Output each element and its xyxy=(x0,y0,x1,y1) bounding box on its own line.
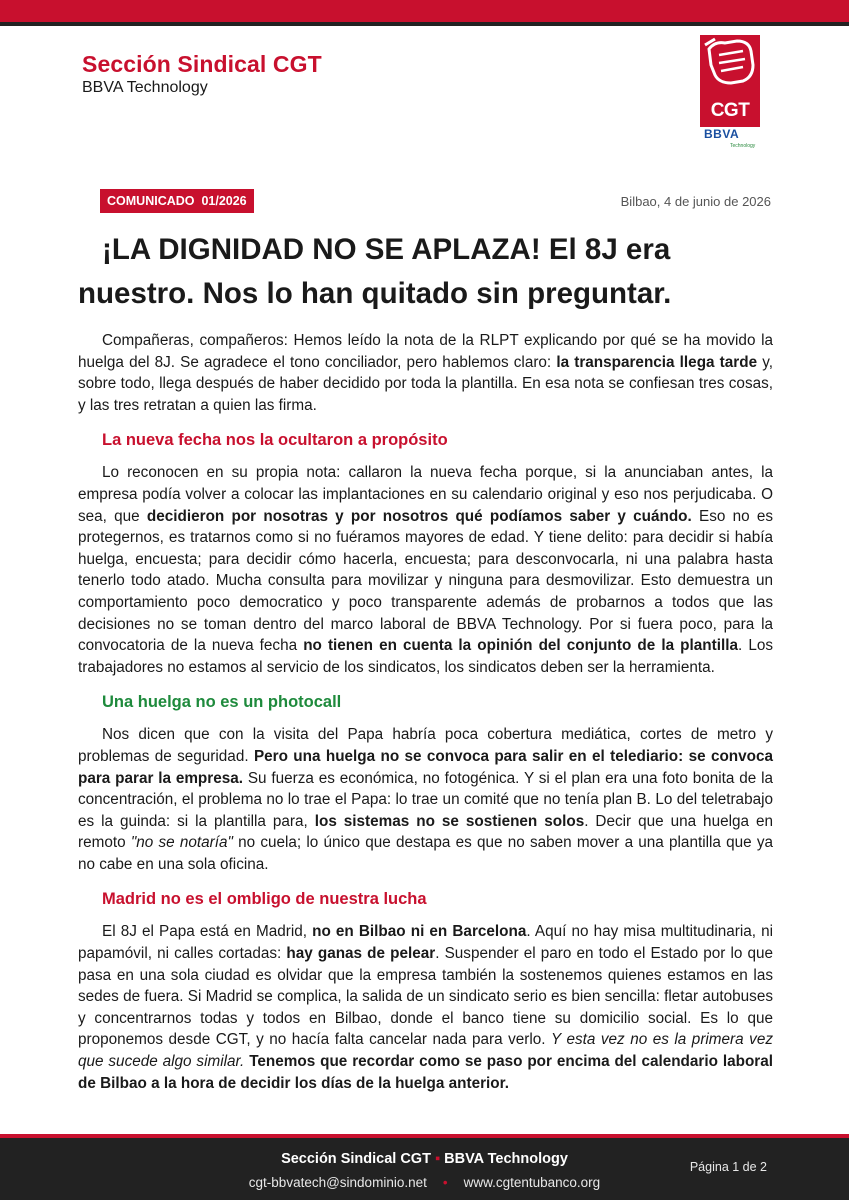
top-divider xyxy=(0,22,849,26)
raised-fist-icon xyxy=(703,37,757,87)
section-paragraph-3 xyxy=(78,921,773,1094)
s3-italic-1: Y esta vez no es la primera vez que sucede algo similar. xyxy=(78,1031,773,1071)
s1-text-2: Eso no es protegernos, es tratarnos como si no fuéramos mayores de edad. Y tiene delito: para decidir si había huelga, encuesta; para decidir cómo hacerla, encuesta; para desconvocarla, ni una palabra hasta tenerlo todo atado. Mucha consulta para movilizar y ninguna para desmovilizar. Esto demuestra un comportamiento poco democratico y poco transparente además de probarnos a todos que las decisiones no se toman dentro del marco laboral de BBVA Technology. Por si fuera poco, para la convocatoria de la nueva fecha xyxy=(78,507,773,655)
s2-bold-1: Pero una huelga no se convoca para salir en el telediario: se convoca para parar la empresa. xyxy=(78,747,774,787)
org-subtitle: BBVA Technology xyxy=(82,79,208,96)
section-heading-1: La nueva fecha nos la ocultaron a propósito xyxy=(102,431,448,450)
footer-contact xyxy=(0,1175,849,1190)
s2-bold-2: los sistemas no se sostienen solos xyxy=(314,812,585,830)
document-date: Bilbao, 4 de junio de 2026 xyxy=(620,194,771,209)
s1-bold-1: decidieron por nosotras y por nosotros qué podíamos saber y cuándo. xyxy=(146,507,692,525)
s2-text-2: Su fuerza es económica, no fotogénica. Y si el plan era una foto bonita de la concentración, el problema no lo trae el Papa: lo trae un comité que no tenía plan B. Lo del teletrabajo es la guinda: si la plantilla para, xyxy=(78,769,773,830)
footer-unit: BBVA Technology xyxy=(444,1151,568,1167)
footer-email-link[interactable]: cgt-bbvatech@sindominio.net xyxy=(248,1175,427,1190)
footer xyxy=(0,1138,849,1200)
intro-text-2: y, sobre todo, llega después de haber decidido por toda la plantilla. En esa nota se confiesan tres cosas, y las tres retratan a quien las firma. xyxy=(78,353,773,414)
s3-text-1: El 8J el Papa está en Madrid, xyxy=(102,923,313,941)
document-body xyxy=(78,330,773,1094)
logo-cgt-text: CGT xyxy=(710,100,750,121)
s2-text-1: Nos dicen que con la visita del Papa habría poca cobertura mediática, cortes de metro y problemas de seguridad. xyxy=(78,726,773,765)
s2-text-3: . Decir que una huelga en remoto xyxy=(78,812,773,852)
logo-box xyxy=(700,35,760,127)
s3-bold-2: hay ganas de pelear xyxy=(286,945,436,963)
section-heading-3: Madrid no es el ombligo de nuestra lucha xyxy=(102,890,427,909)
s2-italic-1: "no se notaría" xyxy=(130,834,233,852)
s1-text-1: Lo reconocen en su propia nota: callaron la nueva fecha porque, si la anunciaban antes, la empresa podía volver a colocar las implantaciones en su calendario original y eso nos perjudicaba. O sea, que xyxy=(78,464,773,525)
top-accent-bar xyxy=(0,0,849,22)
cgt-logo xyxy=(700,35,760,150)
footer-separator: ▪ xyxy=(434,1151,441,1167)
section-paragraph-2 xyxy=(78,724,773,875)
s3-text-2: . Aquí no hay misa multitudinaria, ni papamóvil, ni calles cortadas: xyxy=(78,923,773,963)
footer-dot: • xyxy=(442,1175,448,1190)
section-heading-2: Una huelga no es un photocall xyxy=(102,693,342,712)
comunicado-badge: COMUNICADO 01/2026 xyxy=(100,189,254,213)
page-number: Página 1 de 2 xyxy=(689,1160,767,1174)
s1-text-3: . Los trabajadores no estamos al servicio de los sindicatos, los sindicatos deben ser la herramienta. xyxy=(78,637,773,676)
s1-bold-2: no tienen en cuenta la opinión del conjunto de la plantilla xyxy=(303,637,738,655)
s3-bold-3: Tenemos que recordar como se paso por encima del calendario laboral de Bilbao a la hora de decidir los días de la huelga anterior. xyxy=(78,1053,774,1092)
headline: ¡LA DIGNIDAD NO SE APLAZA! El 8J era nuestro. Nos lo han quitado sin preguntar. xyxy=(78,233,672,310)
intro-bold-1: la transparencia llega tarde xyxy=(556,353,758,371)
intro-paragraph xyxy=(78,330,773,416)
footer-org: Sección Sindical CGT xyxy=(281,1151,431,1167)
logo-bbva-text: BBVA xyxy=(704,127,740,141)
s2-text-4: no cuela; lo único que destapa es que no saben mover a una plantilla que ya no cabe en una sola oficina. xyxy=(78,834,774,873)
footer-web-link[interactable]: www.cgtentubanco.org xyxy=(463,1175,601,1190)
org-title: Sección Sindical CGT xyxy=(82,51,322,77)
logo-tech-text: Technology xyxy=(730,143,756,149)
section-paragraph-1 xyxy=(78,462,773,678)
intro-text-1: Compañeras, compañeros: Hemos leído la nota de la RLPT explicando por qué se ha movido la huelga del 8J. Se agradece el tono conciliador, pero hablemos claro: xyxy=(78,332,773,371)
s3-bold-1: no en Bilbao ni en Barcelona xyxy=(312,923,527,941)
s3-text-3: . Suspender el paro en todo el Estado por lo que pasa en una sola ciudad es olvidar que la empresa también la sostenemos quienes estamos en las sedes de fuera. Si Madrid se complica, la salida de un sindicato serio es bien sencilla: fletar autobuses y concentrarnos todas y todos en Bilbao, donde el banco tiene su domicilio social. Es lo que proponemos desde CGT, y no hacía falta cancelar nada para verlo. xyxy=(78,945,773,1049)
